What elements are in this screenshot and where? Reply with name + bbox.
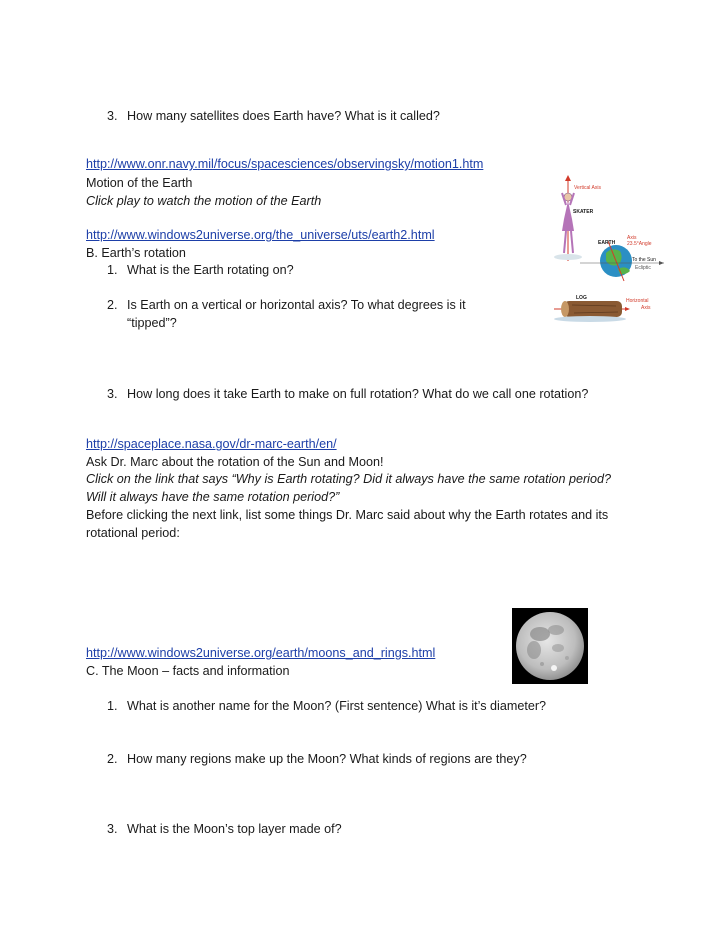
angle-label: 23.5°Angle bbox=[627, 241, 652, 247]
moon-question-1 bbox=[107, 698, 546, 714]
moon-photo bbox=[512, 608, 588, 684]
question-satellites bbox=[107, 108, 440, 124]
earth-label: EARTH bbox=[598, 240, 616, 246]
dr-marc-intro: Ask Dr. Marc about the rotation of the Sun and Moon! bbox=[86, 455, 384, 469]
log-illustration bbox=[554, 301, 630, 322]
log-label: LOG bbox=[576, 295, 587, 301]
question-number: 2. bbox=[107, 752, 118, 766]
question-number: 3. bbox=[107, 387, 118, 401]
to-sun-label: To the Sun bbox=[632, 257, 656, 263]
horizontal-label: Horizontal bbox=[626, 298, 649, 304]
question-number: 1. bbox=[107, 263, 118, 277]
rotation-question-3 bbox=[107, 386, 588, 402]
dr-marc-prompt-1: Before clicking the next link, list some things Dr. Marc said about why the Earth rotates and its bbox=[86, 508, 609, 522]
rotation-heading: B. Earth’s rotation bbox=[86, 246, 186, 260]
rotation-question-2 bbox=[107, 297, 466, 313]
rotation-link[interactable]: http://www.windows2universe.org/the_universe/uts/earth2.html bbox=[86, 228, 435, 242]
moon-link[interactable]: http://www.windows2universe.org/earth/moons_and_rings.html bbox=[86, 646, 436, 660]
skater-label: SKATER bbox=[573, 209, 594, 215]
question-number: 1. bbox=[107, 699, 118, 713]
moon-question-2 bbox=[107, 751, 527, 767]
motion-link[interactable]: http://www.onr.navy.mil/focus/spacesciences/observingsky/motion1.htm bbox=[86, 157, 484, 171]
question-text: Is Earth on a vertical or horizontal axis? To what degrees is it bbox=[127, 298, 466, 312]
dr-marc-instruction-2: Will it always have the same rotation period?” bbox=[86, 490, 340, 504]
question-text: What is the Earth rotating on? bbox=[127, 263, 294, 277]
dr-marc-prompt-2: rotational period: bbox=[86, 526, 180, 540]
axis-label: Axis bbox=[627, 235, 637, 241]
question-text: How many satellites does Earth have? What is it called? bbox=[127, 109, 440, 123]
motion-instruction: Click play to watch the motion of the Earth bbox=[86, 194, 322, 208]
dr-marc-link[interactable]: http://spaceplace.nasa.gov/dr-marc-earth/en/ bbox=[86, 437, 337, 451]
question-number: 3. bbox=[107, 109, 118, 123]
question-text: What is another name for the Moon? (First sentence) What is it’s diameter? bbox=[127, 699, 547, 713]
question-number: 2. bbox=[107, 298, 118, 312]
horizontal-axis-label: Axis bbox=[641, 305, 651, 311]
ecliptic-label: Ecliptic bbox=[635, 265, 651, 271]
question-text: What is the Moon’s top layer made of? bbox=[127, 822, 342, 836]
question-number: 3. bbox=[107, 822, 118, 836]
moon-question-3 bbox=[107, 821, 342, 837]
rotation-question-1 bbox=[107, 262, 294, 278]
question-text: How long does it take Earth to make on full rotation? What do we call one rotation? bbox=[127, 387, 589, 401]
vertical-axis-label: Vertical Axis bbox=[574, 185, 601, 191]
moon-heading: C. The Moon – facts and information bbox=[86, 664, 290, 678]
axis-diagram bbox=[540, 175, 666, 325]
motion-title: Motion of the Earth bbox=[86, 176, 193, 190]
dr-marc-instruction-1: Click on the link that says “Why is Earth rotating? Did it always have the same rotation period? bbox=[86, 472, 611, 486]
question-text: How many regions make up the Moon? What kinds of regions are they? bbox=[127, 752, 527, 766]
rotation-question-2-continued: “tipped”? bbox=[127, 316, 177, 330]
